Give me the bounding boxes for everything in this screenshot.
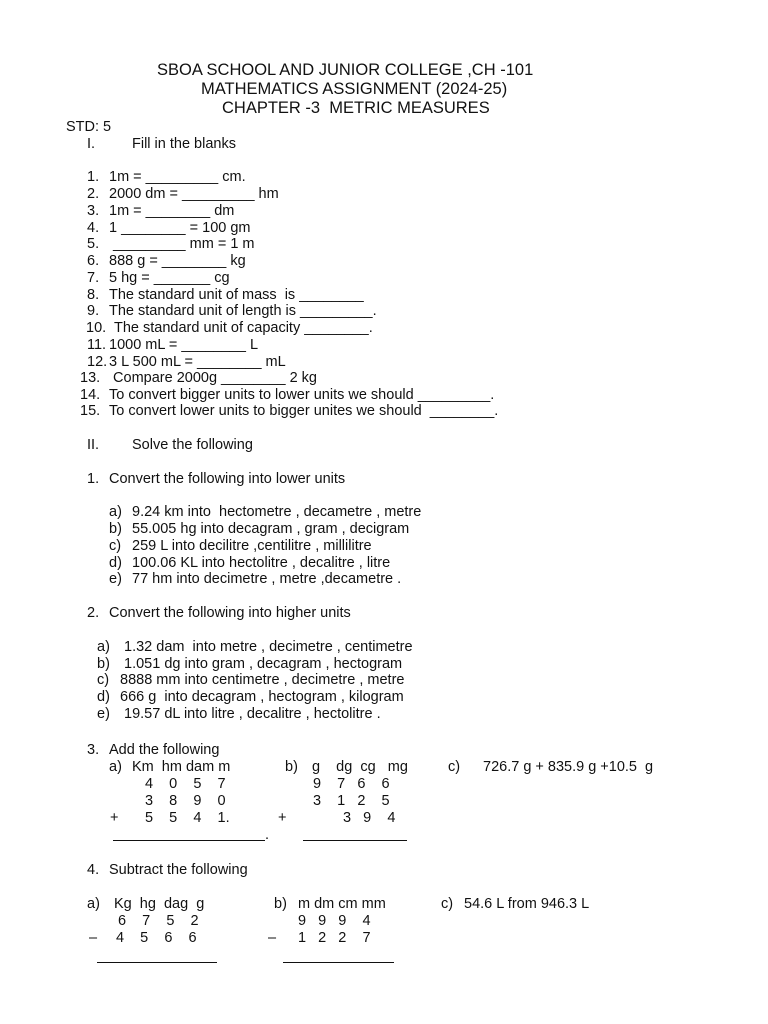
- question-text: 1000 mL = ________ L: [109, 337, 259, 353]
- question-text: 2000 dm = _________ hm: [109, 186, 279, 202]
- question-number: 8.: [87, 287, 100, 303]
- section2-title: Solve the following: [132, 437, 253, 453]
- part-text: 726.7 g + 835.9 g +10.5 g: [483, 759, 654, 775]
- digit-row: 1 2 2 7: [298, 930, 371, 946]
- part-label: a): [87, 896, 100, 912]
- question-text: Convert the following into lower units: [109, 471, 346, 487]
- question-text: Add the following: [109, 742, 220, 758]
- school-name: SBOA SCHOOL AND JUNIOR COLLEGE ,CH -101: [157, 61, 534, 79]
- part-label: c): [97, 672, 110, 688]
- unit-header: Kg hg dag g: [114, 896, 205, 912]
- answer-line: [303, 840, 407, 841]
- part-label: e): [97, 706, 110, 722]
- question-number: 13.: [80, 370, 101, 386]
- question-number: 10.: [86, 320, 107, 336]
- part-text: 77 hm into decimetre , metre ,decametre .: [132, 571, 402, 587]
- plus-sign: +: [110, 810, 119, 826]
- part-label: b): [274, 896, 287, 912]
- question-number: 6.: [87, 253, 100, 269]
- question-number: 5.: [87, 236, 100, 252]
- question-text: 1 ________ = 100 gm: [109, 220, 251, 236]
- part-label: a): [109, 759, 122, 775]
- part-label: b): [97, 656, 110, 672]
- question-number: 2.: [87, 605, 100, 621]
- question-number: 3.: [87, 203, 100, 219]
- answer-line: [113, 840, 265, 841]
- std-label: STD: 5: [66, 119, 112, 135]
- digit-row: 6 7 5 2: [118, 913, 199, 929]
- part-label: b): [285, 759, 298, 775]
- part-label: a): [97, 639, 110, 655]
- question-text: 888 g = ________ kg: [109, 253, 246, 269]
- part-label: d): [109, 555, 122, 571]
- question-number: 15.: [80, 403, 101, 419]
- answer-line: [97, 962, 217, 963]
- question-number: 1.: [87, 169, 100, 185]
- part-text: 19.57 dL into litre , decalitre , hectolitre .: [120, 706, 381, 722]
- part-text: 55.005 hg into decagram , gram , decigram: [132, 521, 410, 537]
- digit-row: 9 9 9 4: [298, 913, 371, 929]
- chapter-title: CHAPTER -3 METRIC MEASURES: [222, 99, 490, 117]
- question-text: Subtract the following: [109, 862, 248, 878]
- part-text: 1.051 dg into gram , decagram , hectogram: [120, 656, 403, 672]
- question-number: 4.: [87, 220, 100, 236]
- answer-dot: .: [265, 827, 270, 843]
- part-text: 8888 mm into centimetre , decimetre , metre: [120, 672, 405, 688]
- part-text: 1.32 dam into metre , decimetre , centimetre: [120, 639, 413, 655]
- question-text: To convert bigger units to lower units we should _________.: [109, 387, 495, 403]
- digit-row: 3 8 9 0: [145, 793, 226, 809]
- question-text: Convert the following into higher units: [109, 605, 351, 621]
- section1-numeral: I.: [87, 136, 96, 152]
- minus-sign: –: [89, 930, 98, 946]
- part-label: d): [97, 689, 110, 705]
- question-number: 12.: [87, 354, 108, 370]
- part-text: 666 g into decagram , hectogram , kilogram: [120, 689, 404, 705]
- part-label: e): [109, 571, 122, 587]
- question-number: 9.: [87, 303, 100, 319]
- part-label: b): [109, 521, 122, 537]
- part-text: 259 L into decilitre ,centilitre , millilitre: [132, 538, 372, 554]
- part-label: c): [448, 759, 461, 775]
- question-text: 5 hg = _______ cg: [109, 270, 230, 286]
- part-text: 9.24 km into hectometre , decametre , metre: [132, 504, 422, 520]
- digit-row: 3 9 4: [343, 810, 396, 826]
- unit-header: m dm cm mm: [298, 896, 386, 912]
- assignment-title: MATHEMATICS ASSIGNMENT (2024-25): [201, 80, 508, 98]
- unit-header: g dg cg mg: [312, 759, 408, 775]
- question-number: 11.: [87, 337, 107, 353]
- digit-row: 4 5 6 6: [116, 930, 197, 946]
- question-number: 7.: [87, 270, 100, 286]
- question-text: 3 L 500 mL = ________ mL: [109, 354, 286, 370]
- digit-row: 4 0 5 7: [145, 776, 226, 792]
- section1-title: Fill in the blanks: [132, 136, 236, 152]
- digit-row: 5 5 4 1.: [145, 810, 230, 826]
- question-number: 14.: [80, 387, 101, 403]
- plus-sign: +: [278, 810, 287, 826]
- question-text: To convert lower units to bigger unites we should ________.: [109, 403, 499, 419]
- question-text: The standard unit of length is _________.: [109, 303, 377, 319]
- question-text: The standard unit of capacity ________.: [114, 320, 373, 336]
- unit-header: Km hm dam m: [132, 759, 231, 775]
- question-text: _________ mm = 1 m: [109, 236, 255, 252]
- part-text: 54.6 L from 946.3 L: [464, 896, 590, 912]
- part-label: c): [109, 538, 122, 554]
- digit-row: 9 7 6 6: [313, 776, 390, 792]
- digit-row: 3 1 2 5: [313, 793, 390, 809]
- question-text: Compare 2000g ________ 2 kg: [109, 370, 317, 386]
- question-number: 2.: [87, 186, 100, 202]
- question-text: The standard unit of mass is ________: [109, 287, 364, 303]
- question-text: 1m = _________ cm.: [109, 169, 246, 185]
- part-label: c): [441, 896, 454, 912]
- minus-sign: –: [268, 930, 277, 946]
- answer-line: [283, 962, 394, 963]
- question-number: 1.: [87, 471, 100, 487]
- part-label: a): [109, 504, 122, 520]
- question-number: 4.: [87, 862, 100, 878]
- section2-numeral: II.: [87, 437, 100, 453]
- question-number: 3.: [87, 742, 100, 758]
- question-text: 1m = ________ dm: [109, 203, 235, 219]
- part-text: 100.06 KL into hectolitre , decalitre , litre: [132, 555, 391, 571]
